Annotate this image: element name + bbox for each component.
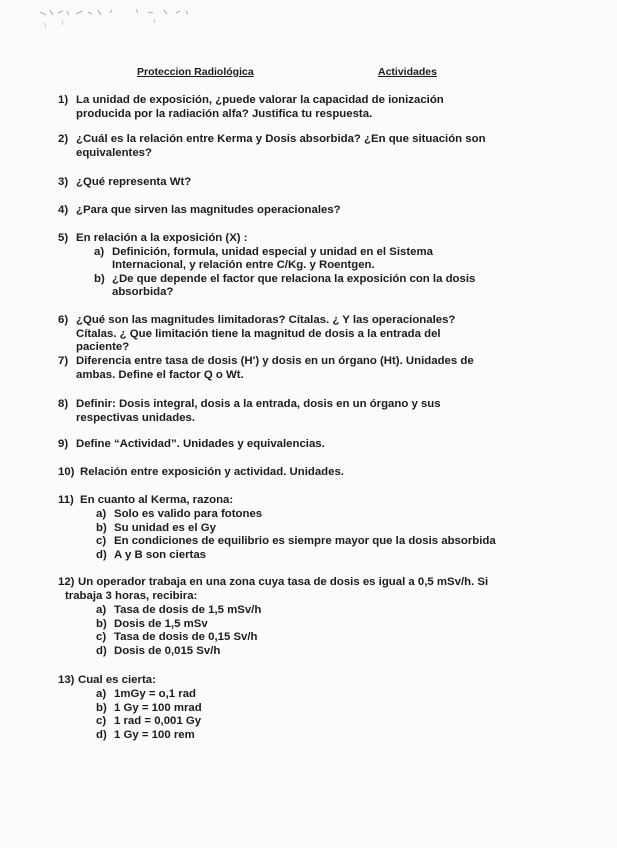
- question-text: Diferencia entre tasa de dosis (H') y dosis en un órgano (Ht). Unidades de: [76, 355, 474, 367]
- question-text: Define “Actividad”. Unidades y equivalencias.: [76, 438, 325, 450]
- option-d: d) Dosis de 0,015 Sv/h: [96, 644, 221, 657]
- question-text: Cítalas. ¿ Que limitación tiene la magnitud de dosis a la entrada del: [76, 327, 441, 340]
- question-number: 4): [58, 204, 69, 216]
- course-title: Proteccion Radiológica: [137, 66, 254, 78]
- question-text: En cuanto al Kerma, razona:: [80, 494, 234, 506]
- option-c: c) Tasa de dosis de 0,15 Sv/h: [96, 631, 258, 644]
- question-text: ¿Para que sirven las magnitudes operacionales?: [76, 204, 341, 216]
- question-text: Relación entre exposición y actividad. Unidades.: [80, 466, 344, 478]
- option-a: a) Solo es valido para fotones: [96, 508, 263, 520]
- question-number: 10): [58, 466, 75, 478]
- question-number: 5): [58, 232, 69, 244]
- question-text: paciente?: [76, 341, 130, 354]
- question-number: 8): [58, 398, 69, 410]
- scan-artifact-marks: [36, 4, 206, 32]
- question-text: En relación a la exposición (X) :: [76, 232, 248, 244]
- question-text: equivalentes?: [76, 146, 152, 159]
- question-text: Definir: Dosis integral, dosis a la entrada, dosis en un órgano y sus: [76, 398, 441, 410]
- option-a: a) 1mGy = o,1 rad: [96, 688, 196, 700]
- option-b: b) 1 Gy = 100 mrad: [96, 701, 202, 714]
- question-text: Un operador trabaja en una zona cuya tasa de dosis es igual a 0,5 mSv/h. Si: [78, 576, 489, 588]
- question-text: respectivas unidades.: [76, 411, 196, 424]
- question-number: 7): [58, 355, 69, 367]
- question-text: La unidad de exposición, ¿puede valorar la capacidad de ionización: [76, 94, 444, 106]
- question-number: 6): [58, 314, 69, 326]
- option-b: b) Dosis de 1,5 mSv: [96, 617, 208, 630]
- question-text: ¿Qué son las magnitudes limitadoras? Cítalas. ¿ Y las operacionales?: [76, 314, 456, 326]
- question-number: 13): [58, 674, 75, 686]
- page-header: [0, 66, 617, 80]
- section-title: Actividades: [378, 66, 437, 78]
- question-number: 11): [58, 494, 74, 506]
- question-text: trabaja 3 horas, recibira:: [65, 589, 198, 602]
- question-text: ambas. Define el factor Q o Wt.: [76, 368, 244, 381]
- option-c: c) 1 rad = 0,001 Gy: [96, 715, 202, 728]
- question-number: 12): [58, 576, 75, 588]
- question-text: ¿Qué representa Wt?: [76, 176, 192, 188]
- question-number: 1): [58, 94, 69, 106]
- option-d: d) 1 Gy = 100 rem: [96, 728, 195, 741]
- option-a: a) Definición, formula, unidad especial y unidad en el Sistema Internacional, y relación entre C/Kg. y Roentgen.: [94, 245, 433, 272]
- option-d: d) A y B son ciertas: [96, 548, 207, 561]
- question-number: 2): [58, 133, 69, 145]
- question-number: 9): [58, 438, 69, 450]
- question-text: producida por la radiación alfa? Justifica tu respuesta.: [76, 107, 373, 120]
- option-c: c) En condiciones de equilibrio es siempre mayor que la dosis absorbida: [96, 535, 496, 548]
- option-b: b) Su unidad es el Gy: [96, 521, 216, 534]
- option-b: b) ¿De que depende el factor que relaciona la exposición con la dosis absorbida?: [94, 272, 476, 299]
- question-text: Cual es cierta:: [78, 674, 156, 686]
- option-a: a) Tasa de dosis de 1,5 mSv/h: [96, 604, 262, 616]
- question-text: ¿Cuál es la relación entre Kerma y Dosis absorbida? ¿En que situación son: [76, 133, 486, 145]
- question-number: 3): [58, 176, 69, 188]
